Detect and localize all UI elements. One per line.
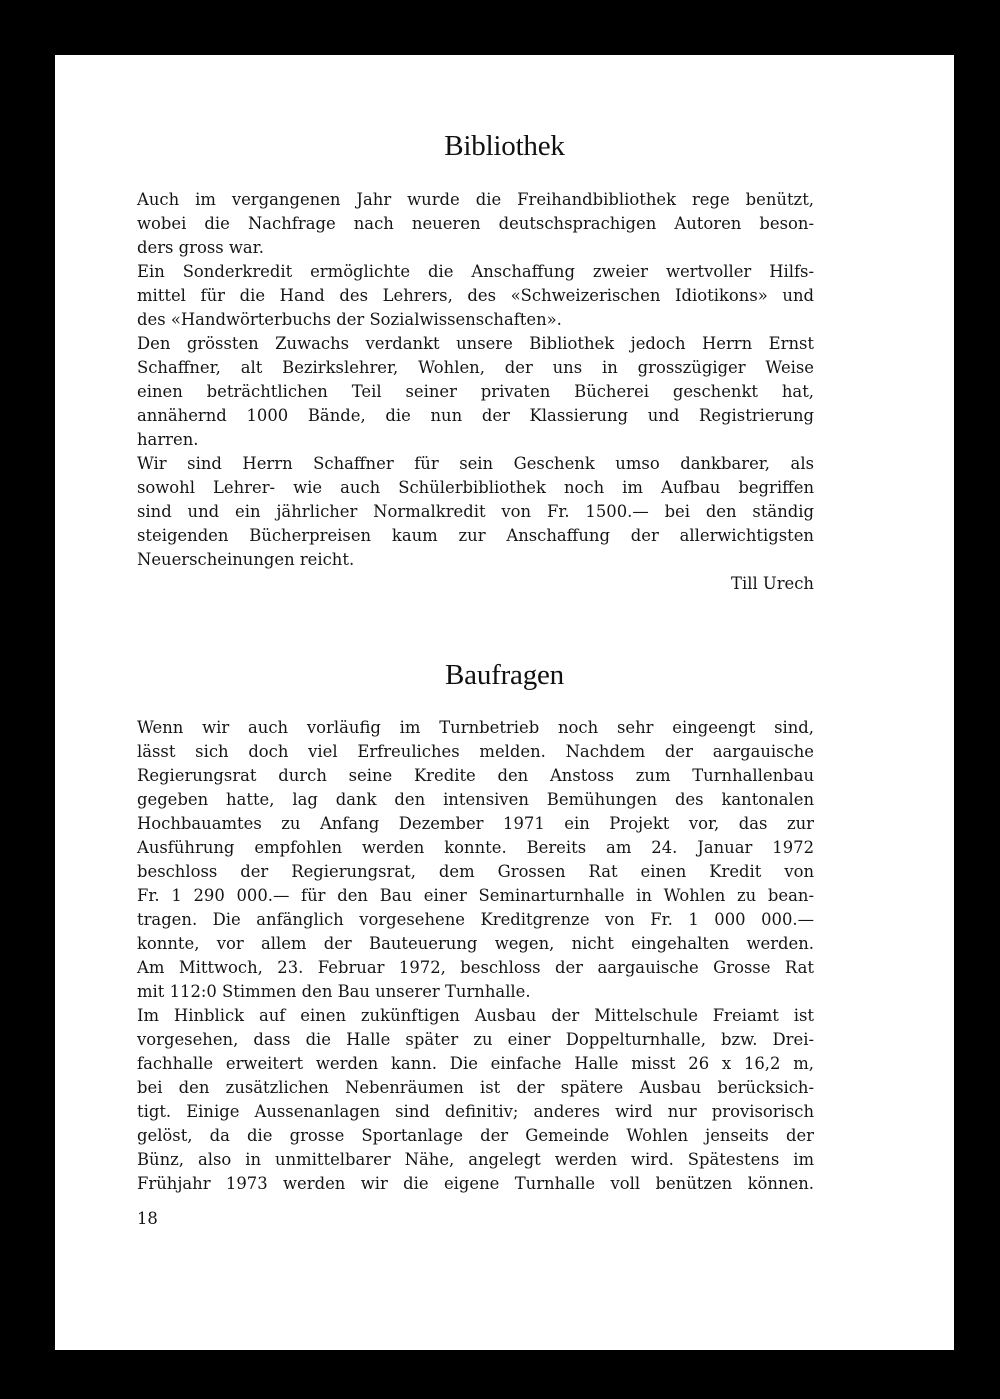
paragraph-line: des «Handwörterbuchs der Sozialwissenschaften». bbox=[137, 310, 562, 329]
paragraph-line: Ein Sonderkredit ermöglichte die Anschaffung zweier wertvoller Hilfs- bbox=[137, 262, 814, 281]
paragraph-line: annähernd 1000 Bände, die nun der Klassierung und Registrierung bbox=[137, 406, 814, 425]
paragraph-line: steigenden Bücherpreisen kaum zur Anschaffung der allerwichtigsten bbox=[137, 526, 814, 545]
section-title-bibliothek: Bibliothek bbox=[444, 130, 565, 162]
paragraph-line: Den grössten Zuwachs verdankt unsere Bibliothek jedoch Herrn Ernst bbox=[137, 334, 814, 353]
paragraph-line: Fr. 1 290 000.— für den Bau einer Seminarturnhalle in Wohlen zu bean- bbox=[137, 886, 814, 905]
paragraph-line: Im Hinblick auf einen zukünftigen Ausbau der Mittelschule Freiamt ist bbox=[137, 1006, 814, 1025]
document-page bbox=[55, 55, 954, 1350]
paragraph-line: wobei die Nachfrage nach neueren deutschsprachigen Autoren beson- bbox=[137, 214, 814, 233]
page-number: 18 bbox=[137, 1209, 158, 1228]
author-signature: Till Urech bbox=[731, 574, 814, 593]
paragraph-line: bei den zusätzlichen Nebenräumen ist der spätere Ausbau berücksich- bbox=[137, 1078, 814, 1097]
paragraph-line: gelöst, da die grosse Sportanlage der Gemeinde Wohlen jenseits der bbox=[137, 1126, 814, 1145]
paragraph-line: fachhalle erweitert werden kann. Die einfache Halle misst 26 x 16,2 m, bbox=[137, 1054, 814, 1073]
paragraph-line: Auch im vergangenen Jahr wurde die Freihandbibliothek rege benützt, bbox=[137, 190, 814, 209]
section-title-baufragen: Baufragen bbox=[445, 659, 564, 691]
paragraph-line: Frühjahr 1973 werden wir die eigene Turnhalle voll benützen können. bbox=[137, 1174, 814, 1193]
paragraph-line: sind und ein jährlicher Normalkredit von Fr. 1500.— bei den ständig bbox=[137, 502, 814, 521]
paragraph-line: gegeben hatte, lag dank den intensiven Bemühungen des kantonalen bbox=[137, 790, 814, 809]
paragraph-line: konnte, vor allem der Bauteuerung wegen, nicht eingehalten werden. bbox=[137, 934, 814, 953]
paragraph-line: tragen. Die anfänglich vorgesehene Kreditgrenze von Fr. 1 000 000.— bbox=[137, 910, 814, 929]
paragraph-line: Neuerscheinungen reicht. bbox=[137, 550, 355, 569]
paragraph-line: ders gross war. bbox=[137, 238, 264, 257]
paragraph-line: lässt sich doch viel Erfreuliches melden. Nachdem der aargauische bbox=[137, 742, 814, 761]
paragraph-line: harren. bbox=[137, 430, 199, 449]
paragraph-line: mit 112:0 Stimmen den Bau unserer Turnhalle. bbox=[137, 982, 531, 1001]
paragraph-line: beschloss der Regierungsrat, dem Grossen Rat einen Kredit von bbox=[137, 862, 814, 881]
paragraph-line: Bünz, also in unmittelbarer Nähe, angelegt werden wird. Spätestens im bbox=[137, 1150, 814, 1169]
paragraph-line: Ausführung empfohlen werden konnte. Bereits am 24. Januar 1972 bbox=[137, 838, 814, 857]
paragraph-line: Am Mittwoch, 23. Februar 1972, beschloss der aargauische Grosse Rat bbox=[137, 958, 814, 977]
paragraph-line: Schaffner, alt Bezirkslehrer, Wohlen, der uns in grosszügiger Weise bbox=[137, 358, 814, 377]
paragraph-line: einen beträchtlichen Teil seiner privaten Bücherei geschenkt hat, bbox=[137, 382, 814, 401]
paragraph-line: tigt. Einige Aussenanlagen sind definitiv; anderes wird nur provisorisch bbox=[137, 1102, 814, 1121]
paragraph-line: Wenn wir auch vorläufig im Turnbetrieb noch sehr eingeengt sind, bbox=[137, 718, 814, 737]
paragraph-line: mittel für die Hand des Lehrers, des «Schweizerischen Idiotikons» und bbox=[137, 286, 814, 305]
paragraph-line: sowohl Lehrer- wie auch Schülerbibliothek noch im Aufbau begriffen bbox=[137, 478, 814, 497]
paragraph-line: Wir sind Herrn Schaffner für sein Geschenk umso dankbarer, als bbox=[137, 454, 814, 473]
paragraph-line: vorgesehen, dass die Halle später zu einer Doppelturnhalle, bzw. Drei- bbox=[137, 1030, 814, 1049]
paragraph-line: Regierungsrat durch seine Kredite den Anstoss zum Turnhallenbau bbox=[137, 766, 814, 785]
paragraph-line: Hochbauamtes zu Anfang Dezember 1971 ein Projekt vor, das zur bbox=[137, 814, 814, 833]
